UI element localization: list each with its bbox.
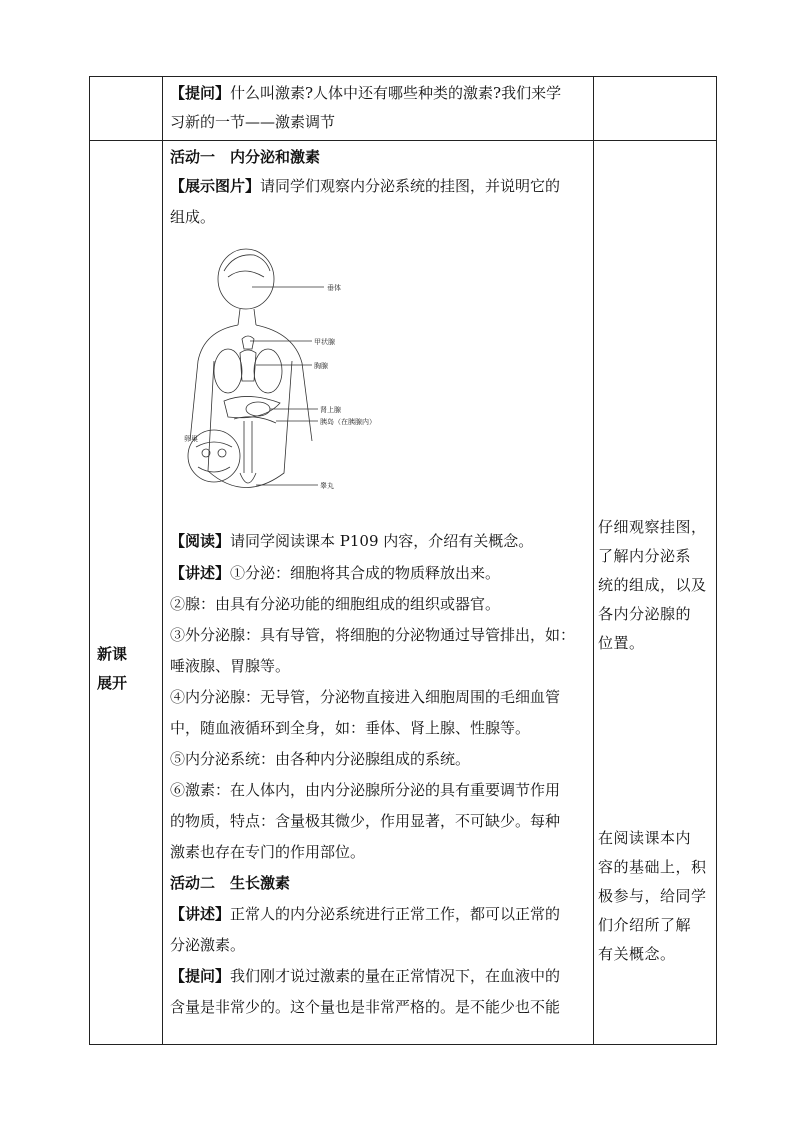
section-label: 新课 展开: [97, 645, 128, 692]
torso-outline: [190, 325, 312, 441]
ask2-line-1: 【提问】我们刚才说过激素的量在正常情况下，在血液中的: [170, 967, 561, 985]
read-tag: 【阅读】: [170, 532, 231, 550]
testis: [240, 473, 256, 483]
label-pancreatic-islet: 胰岛（在胰腺内）: [320, 418, 376, 426]
label-ovary: 卵巢: [184, 435, 198, 443]
lung-left: [214, 349, 242, 393]
label-pituitary: 垂体: [327, 284, 341, 292]
label-thymus: 胸腺: [314, 362, 328, 370]
explain-line-1: 【讲述】①分泌：细胞将其合成的物质释放出来。: [170, 564, 501, 582]
pancreas: [234, 417, 276, 423]
show-tag: 【展示图片】: [170, 177, 261, 195]
activity1-title: 活动一 内分泌和激素: [170, 148, 321, 166]
spine: [244, 421, 252, 473]
thyroid-gland: [242, 336, 254, 349]
label-testis: 睾丸: [320, 482, 334, 490]
explain-line-2: ②腺：由具有分泌功能的细胞组成的组织或器官。: [170, 595, 501, 613]
explain2-line-2: 分泌激素。: [170, 936, 246, 954]
adrenal-gland: [246, 402, 270, 416]
explain2-tag: 【讲述】: [170, 905, 231, 923]
explain-line-3a: ③外分泌腺：具有导管，将细胞的分泌物通过导管排出，如：: [170, 626, 576, 644]
liver-stomach: [224, 396, 280, 417]
neck-outline: [238, 309, 256, 325]
label-thyroid: 甲状腺: [314, 338, 335, 346]
explain-line-3b: 唾液腺、胃腺等。: [170, 657, 291, 675]
body-outline: [208, 361, 292, 488]
show-line-2: 组成。: [170, 208, 216, 226]
label-adrenal: 肾上腺: [320, 406, 341, 414]
ovary-detail: [196, 442, 232, 472]
show-line-1: 【展示图片】请同学们观察内分泌系统的挂图，并说明它的: [170, 177, 561, 195]
row-divider: [90, 140, 716, 141]
brain-detail: [224, 255, 270, 271]
ask2-line-2: 含量是非常少的。这个量也是非常严格的。是不能少也不能: [170, 998, 561, 1016]
side-note-read: 在阅读课本内 容的基础上，积 极参与，给同学 们介绍所了解 有关概念。: [598, 829, 707, 963]
question-line-2: 习新的一节——激素调节: [170, 113, 336, 131]
explain-line-4a: ④内分泌腺：无导管，分泌物直接进入细胞周围的毛细血管: [170, 688, 561, 706]
column-divider: [162, 77, 163, 1044]
question-line-1: 【提问】什么叫激素?人体中还有哪些种类的激素?我们来学: [170, 84, 562, 102]
explain2-line-1: 【讲述】正常人的内分泌系统进行正常工作，都可以正常的: [170, 905, 561, 923]
brain-fold: [228, 271, 264, 277]
lesson-table: [89, 76, 717, 1045]
read-line: 【阅读】请同学阅读课本 P109 内容，介绍有关概念。: [170, 532, 534, 550]
head-outline: [218, 249, 274, 309]
thymus-gland: [240, 350, 256, 381]
explain-line-6a: ⑥激素：在人体内，由内分泌腺所分泌的具有重要调节作用: [170, 781, 561, 799]
explain-line-4b: 中，随血液循环到全身，如：垂体、肾上腺、性腺等。: [170, 719, 531, 737]
side-note-observe: 仔细观察挂图， 了解内分泌系 统的组成，以及 各内分泌腺的 位置。: [598, 518, 707, 652]
column-divider: [593, 77, 594, 1044]
endocrine-system-figure: [184, 241, 384, 516]
ask2-tag: 【提问】: [170, 967, 231, 985]
explain-line-6c: 激素也存在专门的作用部位。: [170, 843, 366, 861]
activity2-title: 活动二 生长激素: [170, 874, 291, 892]
explain-line-6b: 的物质，特点：含量极其微少，作用显著，不可缺少。每种: [170, 812, 561, 830]
lung-right: [254, 349, 282, 393]
explain-tag: 【讲述】: [170, 564, 231, 582]
question-tag: 【提问】: [170, 84, 231, 102]
ovary-right: [218, 449, 226, 457]
explain-line-5: ⑤内分泌系统：由各种内分泌腺组成的系统。: [170, 750, 471, 768]
